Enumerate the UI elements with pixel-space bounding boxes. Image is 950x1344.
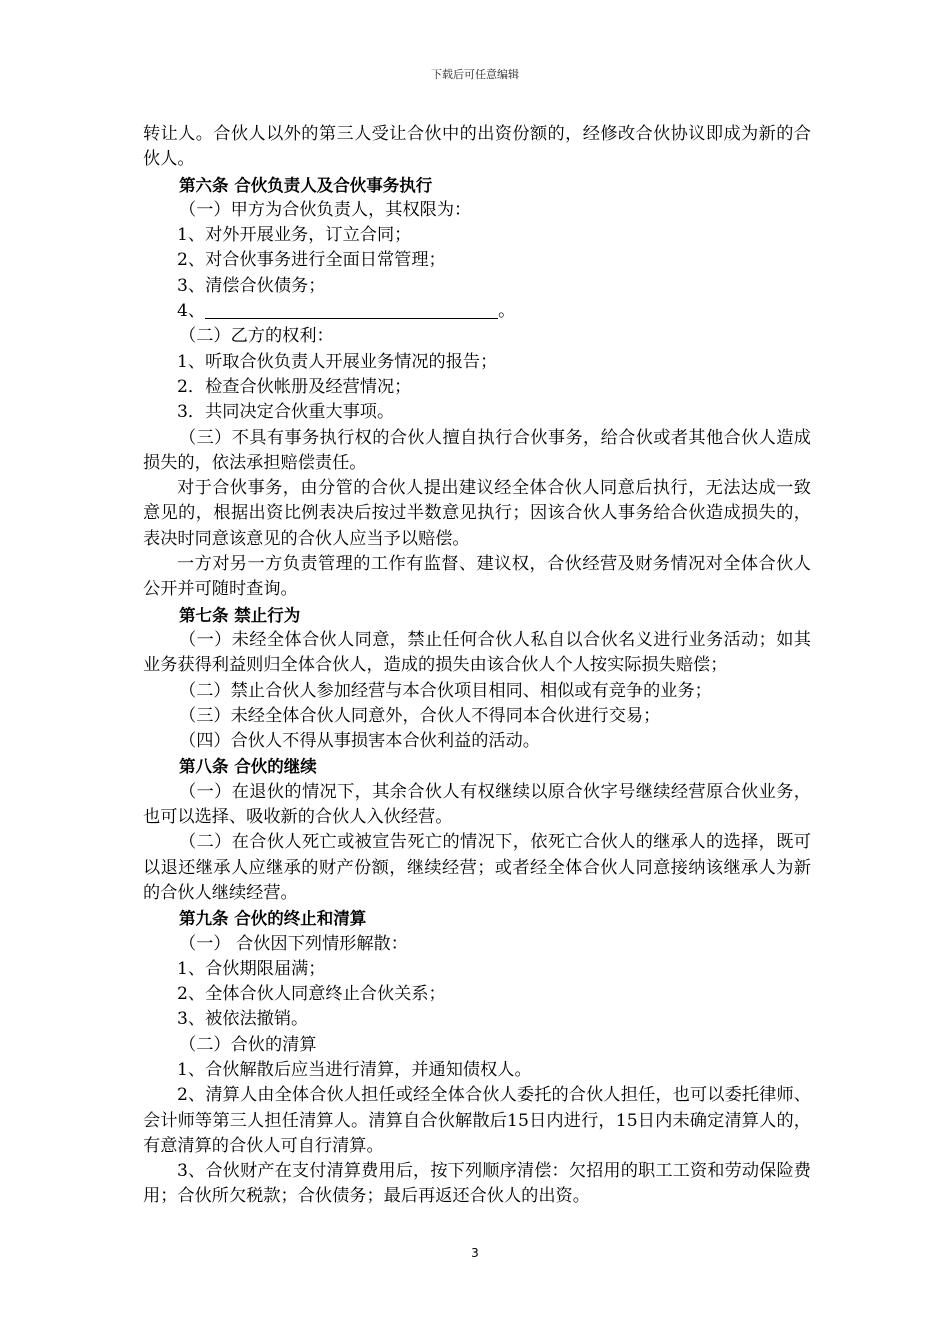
page-header: 下载后可任意编辑 <box>431 68 519 81</box>
paragraph: 一方对另一方负责管理的工作有监督、建议权，合伙经营及财务情况对全体合伙人公开并可随时查询。 <box>143 554 811 600</box>
list-item-label: 4、 <box>177 301 206 322</box>
list-item: 3、被依法撤销。 <box>177 1009 309 1030</box>
paragraph: （一）在退伙的情况下，其余合伙人有权继续以原合伙字号继续经营原合伙业务，也可以选择、吸收新的合伙人入伙经营。 <box>143 781 811 828</box>
paragraph: （二）在合伙人死亡或被宣告死亡的情况下，依死亡合伙人的继承人的选择，既可以退还继承人应继承的财产份额，继续经营；或者经全体合伙人同意接纳该继承人为新的合伙人继续经营。 <box>143 832 811 903</box>
paragraph: （二）合伙的清算 <box>179 1034 317 1055</box>
page-number: 3 <box>471 1246 479 1260</box>
paragraph: （二）禁止合伙人参加经营与本合伙项目相同、相似或有竞争的业务； <box>179 680 712 701</box>
list-item: 3、合伙财产在支付清算费用后，按下列顺序清偿：欠招用的职工工资和劳动保险费用；合伙所欠税款；合伙债务；最后再返还合伙人的出资。 <box>143 1161 811 1207</box>
list-item: 3．共同决定合伙重大事项。 <box>177 402 395 423</box>
blank-suffix: 。 <box>498 301 516 322</box>
list-item-blank <box>143 299 811 324</box>
section-heading-7: 第七条 禁止行为 <box>179 605 301 625</box>
list-item: 1、合伙解散后应当进行清算，并通知债权人。 <box>177 1059 532 1080</box>
list-item: 3、清偿合伙债务； <box>177 275 326 296</box>
list-item: 2、全体合伙人同意终止合伙关系； <box>177 984 446 1005</box>
paragraph: 对于合伙事务，由分管的合伙人提出建议经全体合伙人同意后执行，无法达成一致意见的，根据出资比例表决后按过半数意见执行；因该合伙人事务给合伙造成损失的，表决时同意该意见的合伙人应当予以赔偿。 <box>143 478 811 549</box>
list-item: 1、听取合伙负责人开展业务情况的报告； <box>177 351 498 372</box>
list-item: 2、清算人由全体合伙人担任或经全体合伙人委托的合伙人担任，也可以委托律师、会计师等第三人担任清算人。清算自合伙解散后15日内进行，15日内未确定清算人的，有意清算的合伙人可自行清算。 <box>143 1085 811 1156</box>
section-heading-8: 第八条 合伙的继续 <box>179 757 317 777</box>
fill-in-blank-line <box>205 300 498 319</box>
paragraph: （二）乙方的权利： <box>179 326 334 347</box>
list-item: 2、对合伙事务进行全面日常管理； <box>177 250 446 271</box>
document-body <box>143 122 811 1210</box>
paragraph: （一） 合伙因下列情形解散： <box>179 933 408 954</box>
section-heading-6: 第六条 合伙负责人及合伙事务执行 <box>179 175 433 195</box>
list-item: 2．检查合伙帐册及经营情况； <box>177 376 412 397</box>
paragraph: （四）合伙人不得从事损害本合伙利益的活动。 <box>179 731 540 752</box>
paragraph: （一）甲方为合伙负责人，其权限为： <box>179 199 472 220</box>
paragraph: 转让人。合伙人以外的第三人受让合伙中的出资份额的，经修改合伙协议即成为新的合伙人。 <box>143 124 811 170</box>
paragraph: （三）未经全体合伙人同意外，合伙人不得同本合伙进行交易； <box>179 705 661 726</box>
list-item: 1、合伙期限届满； <box>177 958 326 979</box>
list-item: 1、对外开展业务，订立合同； <box>177 225 412 246</box>
paragraph: （一）未经全体合伙人同意，禁止任何合伙人私自以合伙名义进行业务活动；如其业务获得利益则归全体合伙人，造成的损失由该合伙人个人按实际损失赔偿； <box>143 629 811 676</box>
paragraph: （三）不具有事务执行权的合伙人擅自执行合伙事务，给合伙或者其他合伙人造成损失的，依法承担赔偿责任。 <box>143 427 811 473</box>
section-heading-9: 第九条 合伙的终止和清算 <box>179 909 367 929</box>
